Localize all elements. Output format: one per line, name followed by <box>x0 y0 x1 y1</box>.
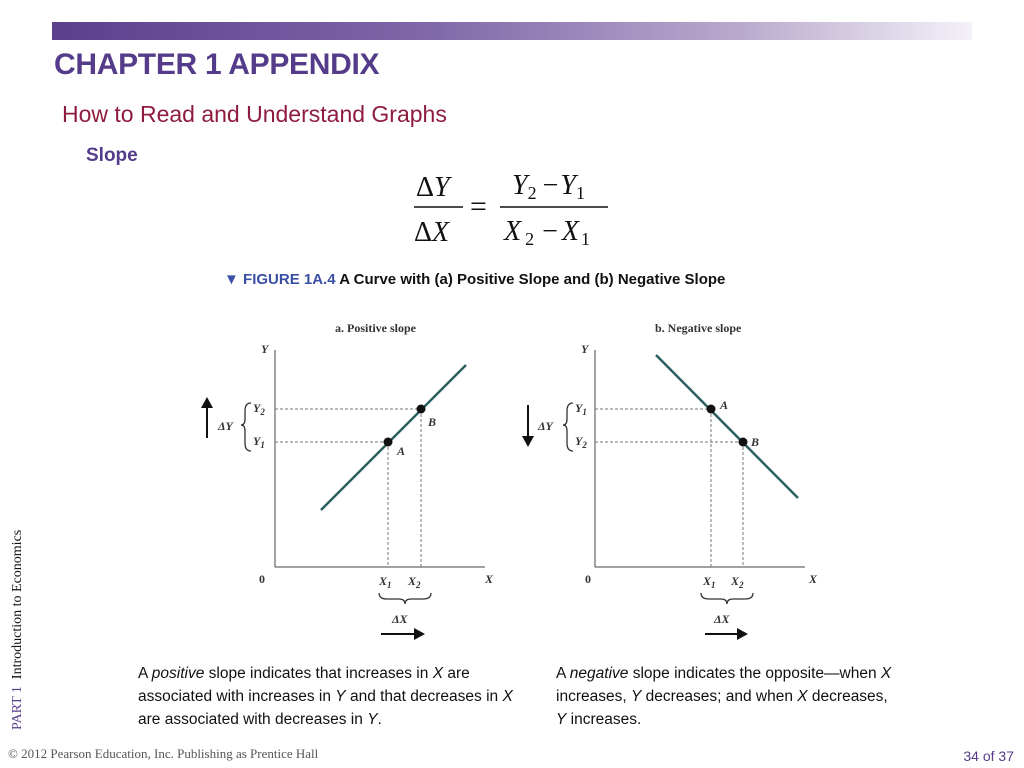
negative-x2-label: $X_2$ <box>731 574 744 590</box>
negative-point-b <box>739 438 748 447</box>
positive-point-b-label: B <box>428 415 437 429</box>
up-arrow-icon <box>201 397 213 408</box>
positive-panel-title: a. Positive slope <box>335 321 416 335</box>
negative-origin-label: 0 <box>585 572 591 586</box>
negative-slope-description: A negative slope indicates the opposite—when X increases, Y decreases; and when X decreases, Y increases. <box>556 665 892 728</box>
positive-slope-description: A positive slope indicates that increases in X are associated with increases in Y and that decreases in X are associated with decreases in Y. <box>138 665 513 728</box>
positive-y1-label: $Y_1$ <box>253 434 265 450</box>
positive-point-a <box>384 438 393 447</box>
negative-slope-curve <box>656 355 798 498</box>
section-heading: Slope <box>86 145 138 166</box>
negative-panel-title: b. Negative slope <box>655 321 742 335</box>
figure-label: FIGURE 1A.4 <box>243 271 336 288</box>
negative-y2-label: $Y_2$ <box>575 434 587 450</box>
positive-delta-y-brace <box>241 403 251 451</box>
copyright-footer: © 2012 Pearson Education, Inc. Publishing as Prentice Hall <box>8 746 319 761</box>
chapter-title: CHAPTER 1 APPENDIX <box>54 48 380 81</box>
positive-delta-y-label: ΔY <box>218 419 233 433</box>
right-arrow-icon <box>737 628 748 640</box>
slide-subtitle: How to Read and Understand Graphs <box>62 101 447 127</box>
negative-y1-label: $Y_1$ <box>575 401 587 417</box>
figure-marker: ▼ <box>224 271 239 288</box>
part-sidebar <box>10 530 26 730</box>
negative-x1-label: $X_1$ <box>703 574 716 590</box>
part-number: PART 1 <box>10 686 25 730</box>
positive-delta-x-label: ΔX <box>392 612 408 626</box>
formula-delta-y: ΔY <box>416 172 450 203</box>
positive-x-axis-label: X <box>485 572 494 586</box>
negative-point-a-label: A <box>720 398 729 412</box>
positive-x1-label: $X_1$ <box>379 574 392 590</box>
positive-point-b <box>417 405 426 414</box>
graph-positive-slope <box>195 315 515 655</box>
negative-delta-x-brace <box>701 593 753 604</box>
graph-negative-slope <box>515 315 835 655</box>
negative-point-a <box>707 405 716 414</box>
down-arrow-icon <box>522 436 534 447</box>
positive-origin-label: 0 <box>259 572 265 586</box>
formula-equals: = <box>470 190 487 223</box>
negative-y-axis-label: Y <box>581 342 589 356</box>
right-arrow-icon <box>414 628 425 640</box>
formula-delta-x: ΔX <box>414 217 450 248</box>
header-accent-bar <box>52 22 972 40</box>
formula-denominator: X 2 − X 1 <box>504 216 591 249</box>
figure-title: A Curve with (a) Positive Slope and (b) Negative Slope <box>339 271 726 288</box>
formula-numerator: Y2 −Y1 <box>512 170 585 203</box>
positive-x2-label: $X_2$ <box>408 574 421 590</box>
negative-point-b-label: B <box>751 435 760 449</box>
negative-delta-x-label: ΔX <box>714 612 730 626</box>
positive-y2-label: $Y_2$ <box>253 401 265 417</box>
positive-slope-curve <box>321 365 466 510</box>
positive-delta-x-brace <box>379 593 431 604</box>
positive-point-a-label: A <box>397 444 406 458</box>
part-title: Introduction to Economics <box>10 529 25 680</box>
positive-y-axis-label: Y <box>261 342 269 356</box>
negative-delta-y-brace <box>563 403 573 451</box>
negative-delta-y-label: ΔY <box>538 419 553 433</box>
negative-x-axis-label: X <box>809 572 818 586</box>
page-number: 34 of 37 <box>963 748 1014 764</box>
slope-formula <box>400 160 620 265</box>
figure-caption <box>224 271 725 288</box>
